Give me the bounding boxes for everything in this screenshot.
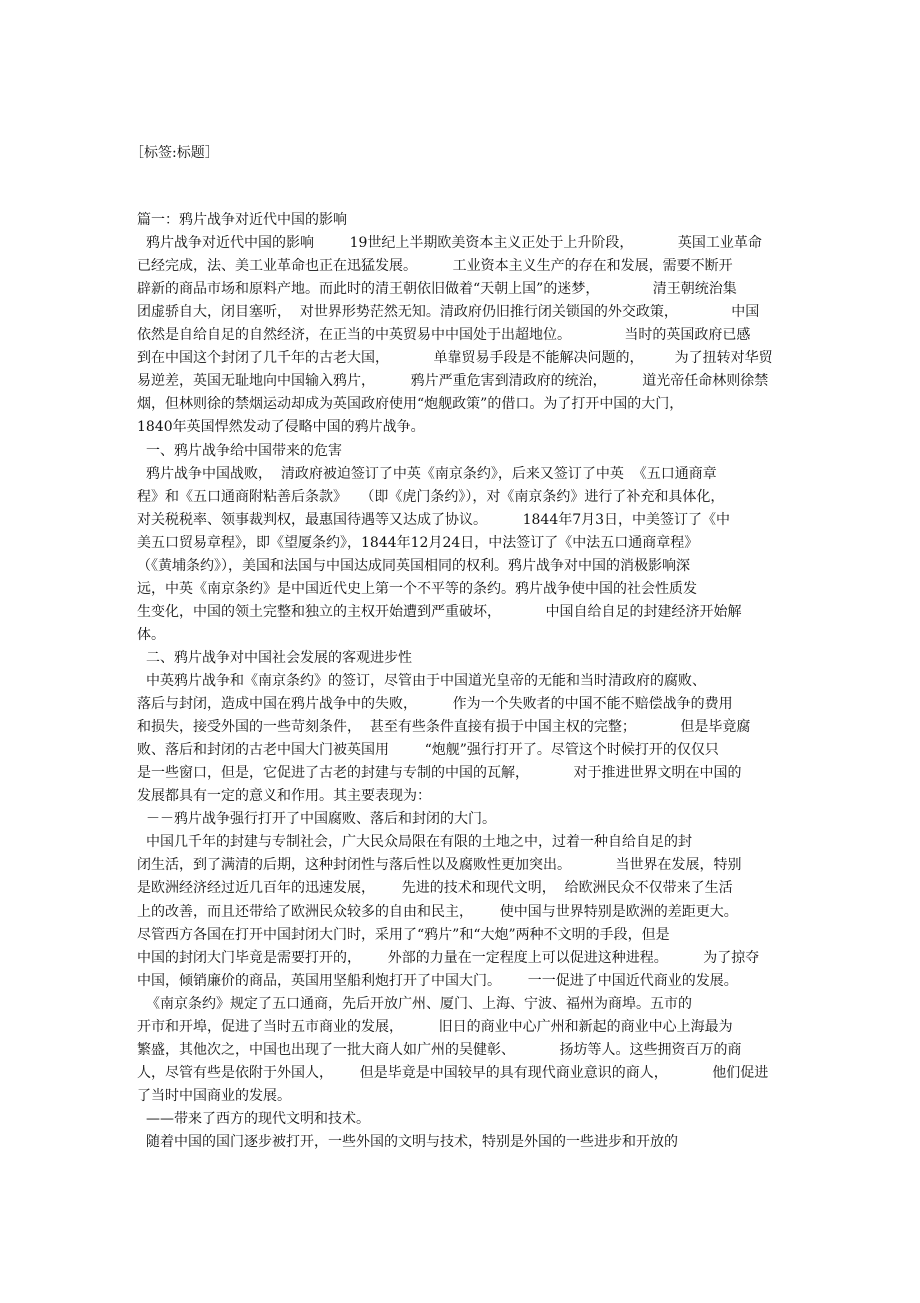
text-line: 发展都具有一定的意义和作用。其主要表现为： (137, 788, 431, 805)
text-line: 体。 (137, 626, 165, 643)
text-line: 辟新的商品市场和原料产地。而此时的清王朝依旧做着“天朝上国”的迷梦， 清王朝统治集 (137, 281, 737, 298)
text-line: 繁盛，其他次之，中国也出现了一批大商人如广州的吴健彰、 扬坊等人。这些拥资百万的商 (137, 1041, 742, 1058)
text-line: 和损失，接受外国的一些苛刻条件， 甚至有些条件直接有损于中国主权的完整； 但是毕竟腐 (137, 719, 751, 736)
text-line: 上的改善，而且还带给了欧洲民众较多的自由和民主， 使中国与世界特别是欧洲的差距更大。 (137, 903, 738, 920)
text-line: 中国的封闭大门毕竟是需要打开的， 外部的力量在一定程度上可以促进这种进程。 为了掠夺 (137, 949, 760, 966)
text-line: －－鸦片战争强行打开了中国腐败、落后和封闭的大门。 (146, 811, 496, 828)
text-line: 易逆差，英国无耻地向中国输入鸦片， 鸦片严重危害到清政府的统治， 道光帝任命林则徐禁 (137, 373, 769, 390)
text-line: 了当时中国商业的发展。 (137, 1087, 291, 1104)
text-line: 尽管西方各国在打开中国封闭大门时，采用了“鸦片”和“大炮”两种不文明的手段，但是 (137, 926, 670, 943)
text-line: 远，中英《南京条约》是中国近代史上第一个不平等的条约。鸦片战争使中国的社会性质发 (137, 580, 697, 597)
text-line: 一、鸦片战争给中国带来的危害 (146, 442, 342, 459)
article-title: 篇一：鸦片战争对近代中国的影响 (137, 212, 347, 228)
text-line: 依然是自给自足的自然经济，在正当的中英贸易中中国处于出超地位。 当时的英国政府已感 (137, 327, 751, 344)
text-line: 二、鸦片战争对中国社会发展的客观进步性 (146, 649, 412, 666)
text-line: 美五口贸易章程》，即《望厦条约》，1844年12月24日，中法签订了《中法五口通商章程》 (137, 534, 699, 551)
text-line: 生变化，中国的领土完整和独立的主权开始遭到严重破坏， 中国自给自足的封建经济开始解 (137, 603, 742, 620)
text-line: 烟，但林则徐的禁烟运动却成为英国政府使用“炮舰政策”的借口。为了打开中国的大门， (137, 396, 684, 413)
text-line: 程》和《五口通商附粘善后条款》 （即《虎门条约》），对《南京条约》进行了补充和具体化， (137, 488, 725, 505)
text-line: （《黄埔条约》），美国和法国与中国达成同英国相同的权利。鸦片战争对中国的消极影响深 (137, 557, 690, 574)
text-line: 到在中国这个封闭了几千年的古老大国， 单靠贸易手段是不能解决问题的， 为了扭转对华贸 (137, 350, 773, 367)
text-line: 对关税税率、领事裁判权，最惠国待遇等又达成了协议。 1844年7月3日，中美签订了《中 (137, 511, 731, 528)
text-line: 是欧洲经济经过近几百年的迅速发展， 先进的技术和现代文明， 给欧洲民众不仅带来了生活 (137, 880, 733, 897)
text-line: 败、落后和封闭的古老中国大门被英国用 “炮舰”强行打开了。尽管这个时候打开的仅仅只 (137, 742, 719, 759)
text-line: 随着中国的国门逐步被打开，一些外国的文明与技术，特别是外国的一些进步和开放的 (146, 1134, 678, 1150)
text-line: 鸦片战争中国战败， 清政府被迫签订了中英《南京条约》，后来又签订了中英 《五口通商章 (146, 465, 717, 482)
text-line: 团虚骄自大，闭目塞听， 对世界形势茫然无知。清政府仍旧推行闭关锁国的外交政策， 中国 (137, 304, 760, 321)
text-line: 中英鸦片战争和《南京条约》的签订，尽管由于中国道光皇帝的无能和当时清政府的腐败、 (146, 673, 706, 689)
text-line: 落后与封闭，造成中国在鸦片战争中的失败， 作为一个失败者的中国不能不赔偿战争的费用 (137, 696, 733, 713)
text-line: 1840年英国悍然发动了侵略中国的鸦片战争。 (137, 419, 425, 436)
text-line: 开市和开埠，促进了当时五市商业的发展， 旧日的商业中心广州和新起的商业中心上海最为 (137, 1018, 733, 1035)
text-line: 《南京条约》规定了五口通商，先后开放广州、厦门、上海、宁波、福州为商埠。五市的 (146, 995, 692, 1012)
text-line: 闭生活，到了满清的后期，这种封闭性与落后性以及腐败性更加突出。 当世界在发展，特别 (137, 857, 742, 874)
document-tag: ［标签:标题］ (130, 145, 219, 161)
text-line: 人，尽管有些是依附于外国人， 但是毕竟是中国较早的具有现代商业意识的商人， 他们促进 (137, 1064, 769, 1081)
text-line: ——带来了西方的现代文明和技术。 (146, 1110, 370, 1127)
text-line: 是一些窗口，但是，它促进了古老的封建与专制的中国的瓦解， 对于推进世界文明在中国的 (137, 765, 742, 782)
text-line: 中国几千年的封建与专制社会，广大民众局限在有限的土地之中，过着一种自给自足的封 (146, 834, 692, 851)
text-line: 鸦片战争对近代中国的影响 19世纪上半期欧美资本主义正处于上升阶段， 英国工业革命 (146, 235, 762, 252)
text-line: 已经完成，法、美工业革命也正在迅猛发展。 工业资本主义生产的存在和发展，需要不断开 (137, 258, 733, 275)
text-line: 中国，倾销廉价的商品，英国用坚船利炮打开了中国大门。 一一促进了中国近代商业的发展。 (137, 972, 738, 989)
